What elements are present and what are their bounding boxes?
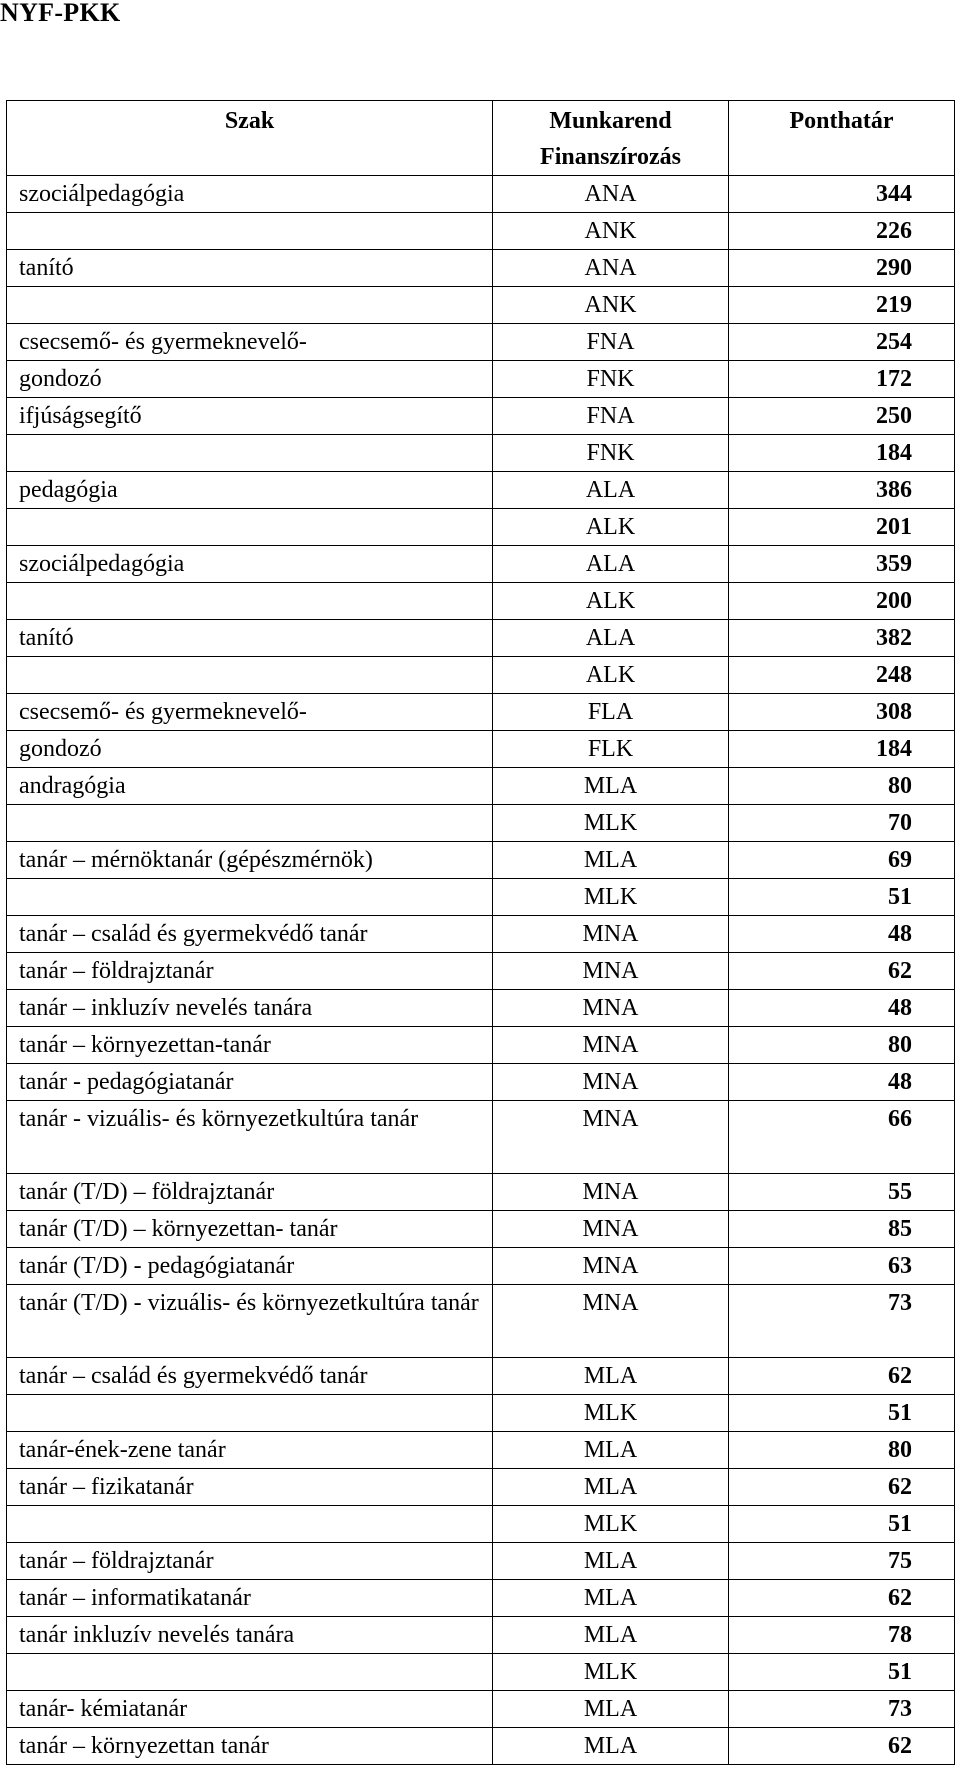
- cell-ponthatar: 62: [729, 1358, 955, 1395]
- cell-munkarend: FNA: [493, 398, 729, 435]
- cell-ponthatar: 200: [729, 583, 955, 620]
- cell-munkarend: MNA: [493, 990, 729, 1027]
- cell-ponthatar: 78: [729, 1617, 955, 1654]
- cell-szak: tanár – földrajztanár: [7, 953, 493, 990]
- cell-szak: tanár (T/D) – környezettan- tanár: [7, 1211, 493, 1248]
- cell-szak: gondozó: [7, 361, 493, 398]
- cell-munkarend: MLK: [493, 1506, 729, 1543]
- table-row: [7, 768, 955, 805]
- cell-munkarend: MLK: [493, 1654, 729, 1691]
- cell-munkarend: MLA: [493, 1580, 729, 1617]
- cell-szak: tanár – család és gyermekvédő tanár: [7, 916, 493, 953]
- table-row: [7, 435, 955, 472]
- header-munkarend-line1: Munkarend: [549, 108, 672, 134]
- cell-szak: [7, 287, 493, 324]
- table-row: [7, 1654, 955, 1691]
- table-row: [7, 953, 955, 990]
- cell-munkarend: MLA: [493, 1469, 729, 1506]
- table-row: [7, 1617, 955, 1654]
- cell-ponthatar: 55: [729, 1174, 955, 1211]
- table-row: [7, 398, 955, 435]
- cell-munkarend: MNA: [493, 1174, 729, 1211]
- cell-munkarend: ANK: [493, 287, 729, 324]
- cell-ponthatar: 73: [729, 1691, 955, 1728]
- table-row: [7, 990, 955, 1027]
- table-row: [7, 287, 955, 324]
- cell-szak: szociálpedagógia: [7, 546, 493, 583]
- table-row: [7, 916, 955, 953]
- cell-szak: tanár- kémiatanár: [7, 1691, 493, 1728]
- cell-munkarend: ANA: [493, 176, 729, 213]
- cell-munkarend: MLA: [493, 842, 729, 879]
- table-header-row: [7, 101, 955, 176]
- cell-ponthatar: 184: [729, 731, 955, 768]
- cell-szak: tanár-ének-zene tanár: [7, 1432, 493, 1469]
- table-row: [7, 842, 955, 879]
- cell-munkarend: MLA: [493, 1691, 729, 1728]
- cell-szak: szociálpedagógia: [7, 176, 493, 213]
- cell-szak: csecsemő- és gyermeknevelő-: [7, 324, 493, 361]
- cell-munkarend: MNA: [493, 1248, 729, 1285]
- table-row: [7, 1691, 955, 1728]
- cell-szak: tanító: [7, 250, 493, 287]
- table-row: [7, 657, 955, 694]
- cell-munkarend: ALK: [493, 583, 729, 620]
- header-szak: Szak: [7, 101, 493, 176]
- cell-munkarend: MLK: [493, 1395, 729, 1432]
- cell-szak: tanár – földrajztanár: [7, 1543, 493, 1580]
- cell-ponthatar: 184: [729, 435, 955, 472]
- cell-munkarend: MLA: [493, 1543, 729, 1580]
- cell-ponthatar: 70: [729, 805, 955, 842]
- cell-szak: [7, 1654, 493, 1691]
- cell-munkarend: FLK: [493, 731, 729, 768]
- cell-ponthatar: 62: [729, 1469, 955, 1506]
- cell-ponthatar: 69: [729, 842, 955, 879]
- cell-munkarend: MLA: [493, 768, 729, 805]
- cell-ponthatar: 172: [729, 361, 955, 398]
- cell-ponthatar: 80: [729, 768, 955, 805]
- table-row: [7, 1211, 955, 1248]
- cell-szak: gondozó: [7, 731, 493, 768]
- table-row: [7, 1027, 955, 1064]
- cell-ponthatar: 48: [729, 1064, 955, 1101]
- cell-szak: [7, 1506, 493, 1543]
- cell-szak: tanár – környezettan-tanár: [7, 1027, 493, 1064]
- cell-munkarend: MLA: [493, 1617, 729, 1654]
- cell-szak: [7, 583, 493, 620]
- header-ponthatar: Ponthatár: [729, 101, 955, 176]
- cell-szak: csecsemő- és gyermeknevelő-: [7, 694, 493, 731]
- cell-ponthatar: 51: [729, 1654, 955, 1691]
- header-munkarend-line2: Finanszírozás: [540, 144, 681, 170]
- table-row: [7, 546, 955, 583]
- table-row: [7, 1101, 955, 1174]
- cell-ponthatar: 66: [729, 1101, 955, 1174]
- table-row: [7, 694, 955, 731]
- page-title: NYF-PKK: [0, 0, 121, 27]
- cell-munkarend: ALA: [493, 620, 729, 657]
- cell-szak: tanító: [7, 620, 493, 657]
- cell-munkarend: FNK: [493, 435, 729, 472]
- cell-ponthatar: 73: [729, 1285, 955, 1358]
- table-row: [7, 731, 955, 768]
- cell-ponthatar: 80: [729, 1027, 955, 1064]
- cell-munkarend: MLK: [493, 879, 729, 916]
- cell-munkarend: ALK: [493, 657, 729, 694]
- cell-ponthatar: 51: [729, 1506, 955, 1543]
- table-row: [7, 1395, 955, 1432]
- cell-munkarend: FNK: [493, 361, 729, 398]
- cell-ponthatar: 85: [729, 1211, 955, 1248]
- cell-ponthatar: 219: [729, 287, 955, 324]
- header-munkarend: [493, 101, 729, 176]
- cell-szak: pedagógia: [7, 472, 493, 509]
- table-row: [7, 879, 955, 916]
- table-row: [7, 620, 955, 657]
- cell-ponthatar: 63: [729, 1248, 955, 1285]
- cell-szak: tanár – informatikatanár: [7, 1580, 493, 1617]
- cell-szak: [7, 1395, 493, 1432]
- cell-ponthatar: 62: [729, 953, 955, 990]
- table-row: [7, 250, 955, 287]
- cell-szak: [7, 435, 493, 472]
- cell-ponthatar: 382: [729, 620, 955, 657]
- cell-szak: tanár - pedagógiatanár: [7, 1064, 493, 1101]
- cell-szak: ifjúságsegítő: [7, 398, 493, 435]
- cell-ponthatar: 308: [729, 694, 955, 731]
- table-row: [7, 1174, 955, 1211]
- cell-ponthatar: 248: [729, 657, 955, 694]
- cell-szak: tanár (T/D) – földrajztanár: [7, 1174, 493, 1211]
- cell-munkarend: FNA: [493, 324, 729, 361]
- cell-munkarend: ANK: [493, 213, 729, 250]
- cell-szak: [7, 213, 493, 250]
- cell-munkarend: MLA: [493, 1728, 729, 1765]
- cell-szak: tanár (T/D) - vizuális- és környezetkultúra tanár: [7, 1285, 493, 1358]
- cell-szak: andragógia: [7, 768, 493, 805]
- cell-ponthatar: 48: [729, 990, 955, 1027]
- cell-munkarend: MLA: [493, 1432, 729, 1469]
- cell-ponthatar: 254: [729, 324, 955, 361]
- cell-szak: [7, 657, 493, 694]
- cell-munkarend: ANA: [493, 250, 729, 287]
- table-row: [7, 1580, 955, 1617]
- cell-ponthatar: 226: [729, 213, 955, 250]
- cell-ponthatar: 201: [729, 509, 955, 546]
- table-row: [7, 472, 955, 509]
- table-row: [7, 361, 955, 398]
- cell-munkarend: MNA: [493, 1101, 729, 1174]
- cell-munkarend: MLA: [493, 1358, 729, 1395]
- cell-szak: tanár – inkluzív nevelés tanára: [7, 990, 493, 1027]
- cell-ponthatar: 386: [729, 472, 955, 509]
- table-row: [7, 324, 955, 361]
- table-row: [7, 1506, 955, 1543]
- cell-ponthatar: 48: [729, 916, 955, 953]
- table-row: [7, 805, 955, 842]
- cell-munkarend: ALA: [493, 546, 729, 583]
- cell-munkarend: MNA: [493, 1285, 729, 1358]
- cell-ponthatar: 51: [729, 879, 955, 916]
- cell-ponthatar: 80: [729, 1432, 955, 1469]
- cell-szak: tanár – mérnöktanár (gépészmérnök): [7, 842, 493, 879]
- table-body: [7, 176, 955, 1765]
- cell-ponthatar: 290: [729, 250, 955, 287]
- cell-ponthatar: 62: [729, 1580, 955, 1617]
- cell-ponthatar: 75: [729, 1543, 955, 1580]
- cell-munkarend: MNA: [493, 953, 729, 990]
- table-row: [7, 1728, 955, 1765]
- table-row: [7, 1358, 955, 1395]
- cell-szak: [7, 509, 493, 546]
- cell-munkarend: FLA: [493, 694, 729, 731]
- cell-munkarend: ALA: [493, 472, 729, 509]
- table-row: [7, 1432, 955, 1469]
- cell-szak: tanár – család és gyermekvédő tanár: [7, 1358, 493, 1395]
- table-row: [7, 1064, 955, 1101]
- cell-szak: [7, 879, 493, 916]
- cell-szak: tanár – fizikatanár: [7, 1469, 493, 1506]
- cell-munkarend: MNA: [493, 1027, 729, 1064]
- cell-szak: tanár inkluzív nevelés tanára: [7, 1617, 493, 1654]
- table-row: [7, 213, 955, 250]
- cell-munkarend: MNA: [493, 1211, 729, 1248]
- cell-szak: tanár (T/D) - pedagógiatanár: [7, 1248, 493, 1285]
- cell-ponthatar: 250: [729, 398, 955, 435]
- cell-szak: [7, 805, 493, 842]
- cell-ponthatar: 51: [729, 1395, 955, 1432]
- cell-munkarend: MNA: [493, 1064, 729, 1101]
- table-row: [7, 1248, 955, 1285]
- table-row: [7, 1469, 955, 1506]
- cell-munkarend: MLK: [493, 805, 729, 842]
- table-row: [7, 583, 955, 620]
- table-row: [7, 509, 955, 546]
- cell-ponthatar: 344: [729, 176, 955, 213]
- ponthatar-table: [6, 100, 955, 1765]
- cell-ponthatar: 62: [729, 1728, 955, 1765]
- table-row: [7, 1285, 955, 1358]
- table-row: [7, 1543, 955, 1580]
- cell-munkarend: MNA: [493, 916, 729, 953]
- table-row: [7, 176, 955, 213]
- cell-szak: tanár – környezettan tanár: [7, 1728, 493, 1765]
- cell-ponthatar: 359: [729, 546, 955, 583]
- cell-munkarend: ALK: [493, 509, 729, 546]
- cell-szak: tanár - vizuális- és környezetkultúra tanár: [7, 1101, 493, 1174]
